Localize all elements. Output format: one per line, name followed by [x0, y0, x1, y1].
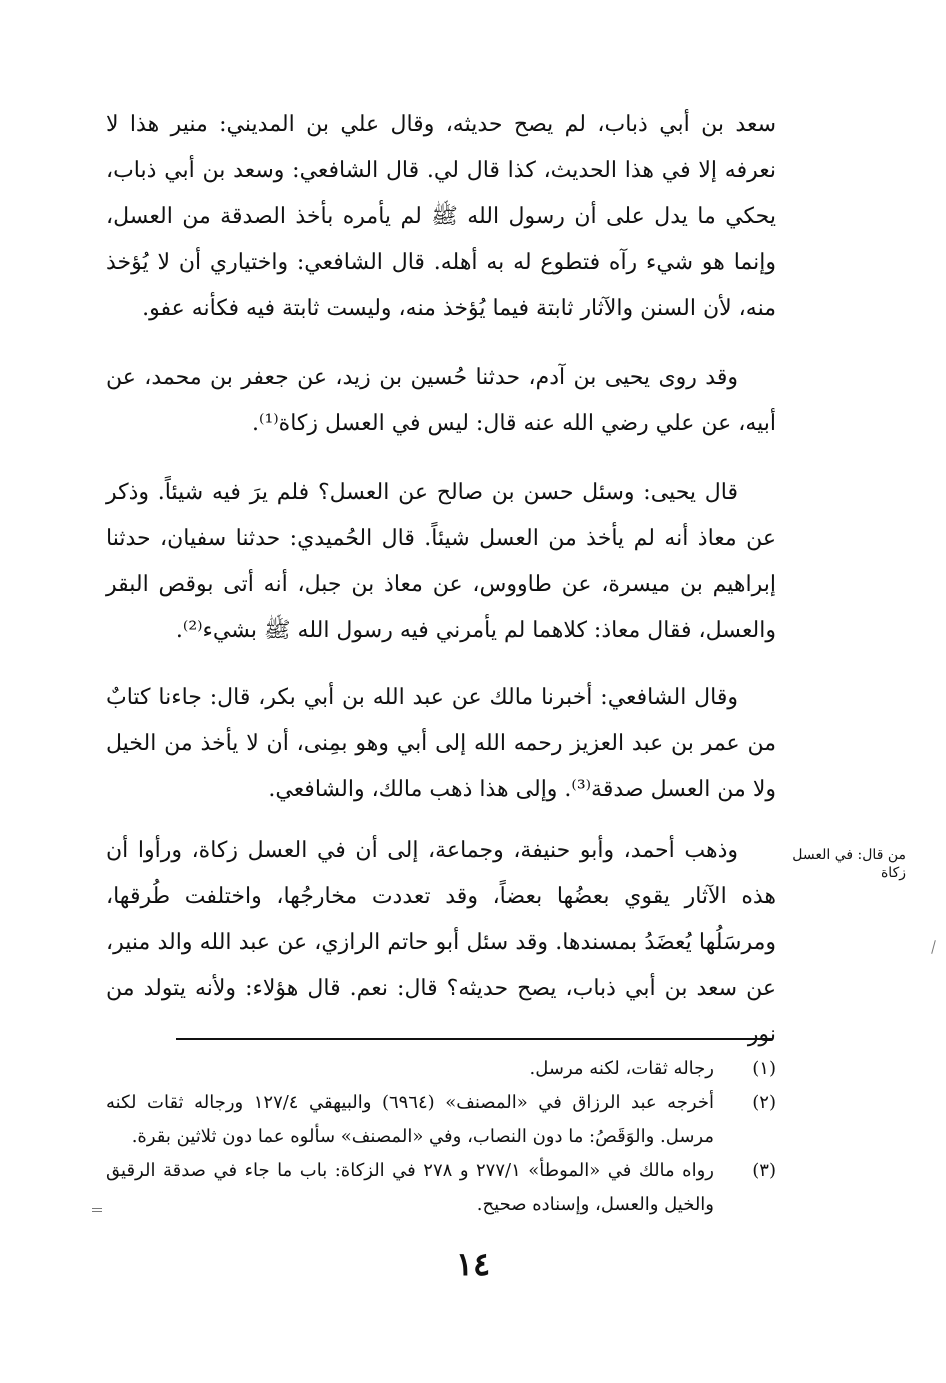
paragraph-3 [106, 470, 776, 654]
margin-heading: من قال: في العسل زكاة [792, 847, 906, 881]
paragraph-4 [106, 675, 776, 813]
footnote-1 [106, 1052, 776, 1086]
footnote-number: (٢) [752, 1092, 776, 1113]
paragraph-text: وقد روى يحيى بن آدم، حدثنا حُسين بن زيد، عن جعفر بن محمد، عن أبيه، عن علي رضي الله عنه قال: ليس في العسل زكاة⁽¹⁾. [106, 365, 776, 436]
paragraph-5 [106, 828, 776, 1058]
footnote-text: رجاله ثقات، لكنه مرسل. [529, 1058, 714, 1079]
footnote-2 [106, 1086, 776, 1154]
paragraph-text: سعد بن أبي ذباب، لم يصح حديثه، وقال علي بن المديني: منير هذا لا نعرفه إلا في هذا الحديث، كذا قال لي. قال الشافعي: وسعد بن أبي ذباب، يحكي ما يدل على أن رسول الله ﷺ لم يأمره بأخذ الصدقة من العسل، وإنما هو شيء رآه فتطوع له به أهله. قال الشافعي: واختياري أن لا يُؤخذ منه، لأن السنن والآثار ثابتة فيما يُؤخذ منه، وليست ثابتة فيه فكأنه عفو. [106, 112, 776, 321]
paragraph-2 [106, 355, 776, 447]
footnote-separator [176, 1038, 773, 1040]
scan-artifact [92, 1211, 102, 1212]
footnotes [106, 1052, 776, 1222]
footnote-number: (١) [752, 1058, 776, 1079]
footnote-3 [106, 1154, 776, 1222]
footnote-number: (٣) [752, 1160, 776, 1181]
scan-artifact [92, 1208, 102, 1209]
paragraph-text: وقال الشافعي: أخبرنا مالك عن عبد الله بن أبي بكر، قال: جاءنا كتابٌ من عمر بن عبد العزيز رحمه الله إلى أبي وهو بمِنى، أن لا يأخذ من الخيل ولا من العسل صدقة⁽³⁾. وإلى هذا ذهب مالك، والشافعي. [106, 685, 776, 802]
paragraph-text: وذهب أحمد، وأبو حنيفة، وجماعة، إلى أن في العسل زكاة، ورأوا أن هذه الآثار يقوي بعضُها بعضاً، وقد تعددت مخارجُها، واختلفت طُرقها، ومرسَلُها يُعضَدُ بمسندها. وقد سئل أبو حاتم الرازي، عن عبد الله والد منير، عن سعد بن أبي ذباب، يصح حديثه؟ قال: نعم. قال هؤلاء: ولأنه يتولد من نور [106, 838, 776, 1047]
paragraph-1 [106, 102, 776, 332]
footnote-text: رواه مالك في «الموطأ» ٢٧٧/١ و ٢٧٨ في الزكاة: باب ما جاء في صدقة الرقيق والخيل والعسل، وإسناده صحيح. [106, 1160, 715, 1215]
page-number: ١٤ [455, 1245, 491, 1283]
footnote-text: أخرجه عبد الرزاق في «المصنف» (٦٩٦٤) والبيهقي ١٢٧/٤ ورجاله ثقات لكنه مرسل. والوَقَصُ: ما دون النصاب، وفي «المصنف» سألوه عما دون ثلاثين بقرة. [106, 1092, 714, 1147]
paragraph-text: قال يحيى: وسئل حسن بن صالح عن العسل؟ فلم يرَ فيه شيئاً. وذكر عن معاذ أنه لم يأخذ من العسل شيئاً. قال الحُميدي: حدثنا سفيان، حدثنا إبراهيم بن ميسرة، عن طاووس، عن معاذ بن جبل، أنه أتى بوقص البقر والعسل، فقال معاذ: كلاهما لم يأمرني فيه رسول الله ﷺ بشيء⁽²⁾. [106, 480, 776, 643]
scan-artifact [931, 940, 936, 954]
